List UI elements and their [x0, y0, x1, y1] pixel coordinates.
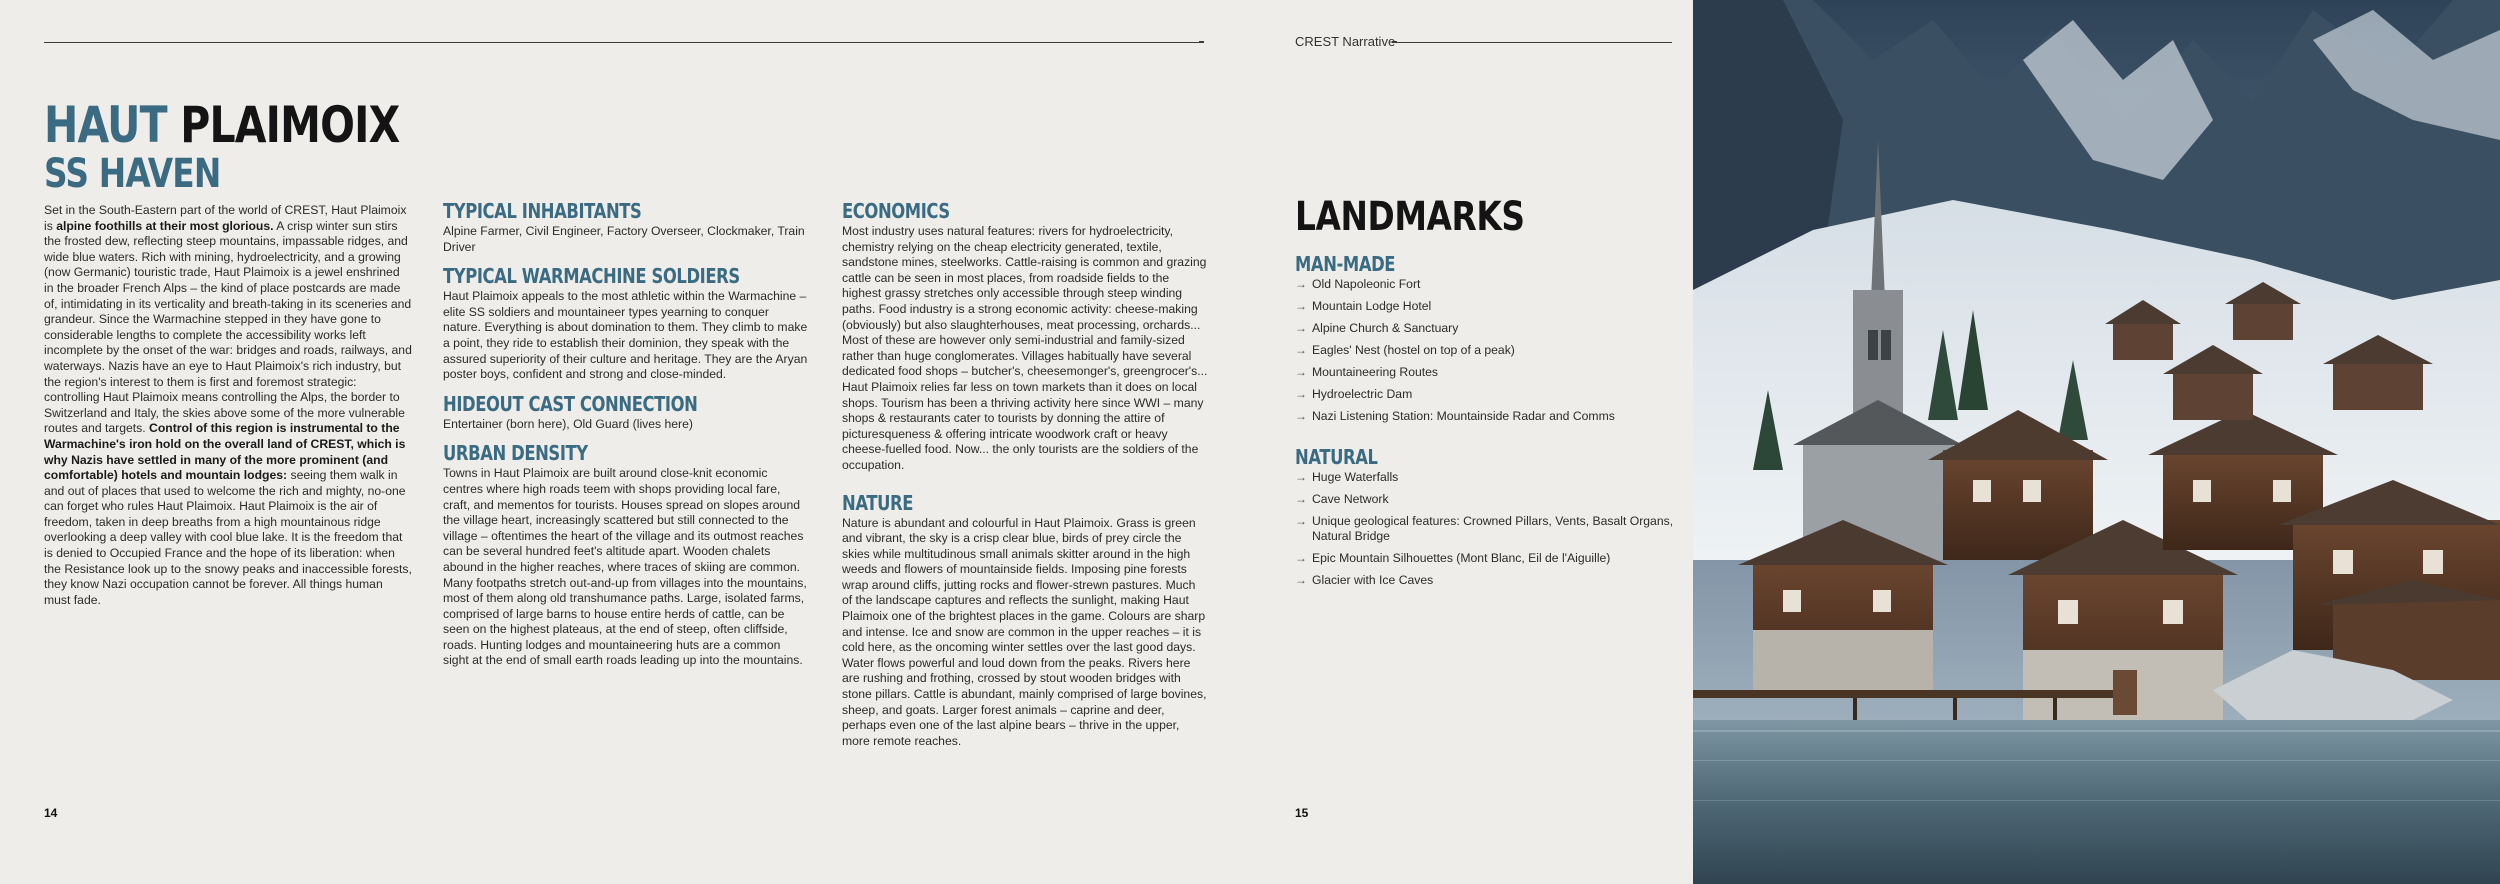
arrow-right-icon: → [1295, 277, 1307, 291]
arrow-right-icon: → [1295, 573, 1307, 587]
list-item-label: Mountaineering Routes [1312, 365, 1439, 379]
header-rule-left [44, 42, 1204, 43]
page-title [44, 96, 400, 154]
intro-text-3: seeing them walk in and out of places that used to welcome the rich and mighty, no-one can forget who rules Haut Plaimoix. Haut Plaimoix is the air of freedom, taken in deep breaths from a high mountainous ridge overlooking a deep valley with cool blue lake. It is the freedom that is denied to Occupied France and the hope of its liberation: when the Resistance look up to the snowy peaks and inaccessible forests, they know Nazi occupation cannot be forever. All things human must fade. [44, 468, 412, 607]
alpine-village-illustration [1693, 0, 2500, 884]
list-item-label: Epic Mountain Silhouettes (Mont Blanc, Eil de l'Aiguille) [1312, 551, 1611, 565]
arrow-right-icon: → [1295, 299, 1307, 313]
running-head: CREST Narrative [1295, 34, 1396, 49]
urban-section [443, 442, 808, 669]
page-subtitle: SS HAVEN [44, 151, 221, 197]
arrow-right-icon: → [1295, 343, 1307, 357]
header-rule-left-cap [1199, 41, 1204, 43]
list-item-label: Cave Network [1312, 492, 1389, 506]
intro-paragraph [44, 203, 412, 608]
middle-column [443, 200, 808, 679]
list-item-label: Glacier with Ice Caves [1312, 573, 1434, 587]
arrow-right-icon: → [1295, 551, 1307, 565]
arrow-right-icon: → [1295, 387, 1307, 401]
intro-text-2: A crisp winter sun stirs the frosted dew, reflecting steep mountains, impassable ridges, and wide blue waters. Rich with mining, hydroelectricity, and a growing (now Germanic) touristic trade, Haut Plaimoix is a jewel enshrined in the broader French Alps – the kind of place postcards are made of, intimidating in its verticality and breath-taking in its sceneries and grandeur. Since the Warmachine stepped in they have gone to considerable lengths to complete the accessibility works left incomplete by the onset of the war: bridges and roads, railways, and waterways. Nazis have an eye to Haut Plaimoix's rich industry, but the region's interest to them is first and foremost strategic: controlling Haut Plaimoix means controlling the Alps, the border to Switzerland and Italy, the skies above some of the more vulnerable routes and targets. [44, 218, 412, 436]
list-item [1295, 299, 1675, 314]
list-item [1295, 409, 1675, 424]
title-block [44, 96, 477, 197]
intro-text-1: Set in the South-Eastern part of the world of CREST, Haut Plaimoix is [44, 203, 407, 233]
list-item-label: Nazi Listening Station: Mountainside Radar and Comms [1312, 409, 1615, 423]
list-item [1295, 387, 1675, 402]
hideout-text: Entertainer (born here), Old Guard (lives here) [443, 416, 693, 431]
lake [1693, 720, 2500, 884]
illustration-svg [1693, 0, 2500, 884]
inhabitants-text: Alpine Farmer, Civil Engineer, Factory Overseer, Clockmaker, Train Driver [443, 224, 805, 254]
hideout-heading: HIDEOUT CAST CONNECTION [443, 391, 698, 416]
urban-text: Towns in Haut Plaimoix are built around close-knit economic centres where high roads teem with shops providing local fare, craft, and mementos for tourists. Houses spread on slopes around the village heart, increasingly scattered but still connected to the village – oftentimes the heart of the village and its outmost reaches can be several hundred feet's altitude apart. Wooden chalets abound in the higher reaches, where traces of skiing are common. Many footpaths stretch out-and-up from villages into the mountains, most of them along old transhumance paths. Large, isolated farms, comprised of large barns to house entire herds of cattle, can be seen on the highest plateaus, at the end of steep, often cliffside, roads. Hunting lodges and mountaineering huts are a common sight at the end of small earth roads leading up into the mountains. [443, 466, 807, 668]
lake-reflection [1693, 800, 2500, 801]
page-title-rest: PLAIMOIX [180, 96, 400, 154]
arrow-right-icon: → [1295, 470, 1307, 484]
arrow-right-icon: → [1295, 321, 1307, 335]
page-number-left: 14 [44, 806, 58, 820]
man-made-section [1295, 253, 1675, 431]
landmarks-title: LANDMARKS [1295, 194, 1525, 240]
inhabitants-heading: TYPICAL INHABITANTS [443, 199, 642, 223]
header-rule-right [1392, 42, 1672, 43]
list-item [1295, 492, 1675, 507]
list-item [1295, 573, 1675, 588]
right-column [842, 200, 1208, 759]
church-window [1868, 330, 1878, 360]
intro-bold-1: alpine foothills at their most glorious. [56, 218, 274, 233]
man-made-list [1295, 277, 1675, 424]
economics-text: Most industry uses natural features: rivers for hydroelectricity, chemistry relying on the cheap electricity generated, textile, sandstone mines, steelworks. Cattle-raising is common and grazing cattle can be seen in most places, from roadside fields to the highest grassy stretches only accessible through steep winding paths. Food industry is a strong economic activity: cheese-making (obviously) but also slaughterhouses, meat processing, orchards... Most of these are however only semi-industrial and family-sized rather than huge conglomerates. Villages habitually have several dedicated food shops – butcher's, cheesemonger's, greengrocer's... Haut Plaimoix relies far less on town markets than it does on local shops. Tourism has been a thriving activity here since WWI – many shops & restaurants cater to tourists by donning the attire of picturesqueness & offering intricate woodwork craft or heavy cheese-fuelled food. Now... the only tourists are the soldiers of the occupation. [842, 224, 1208, 472]
list-item-label: Old Napoleonic Fort [1312, 277, 1421, 291]
page-number-right: 15 [1295, 806, 1309, 820]
economics-heading: ECONOMICS [842, 199, 950, 223]
list-item [1295, 277, 1675, 292]
natural-heading: NATURAL [1295, 445, 1378, 469]
urban-heading: URBAN DENSITY [443, 441, 588, 466]
arrow-right-icon: → [1295, 365, 1307, 379]
list-item-label: Huge Waterfalls [1312, 470, 1399, 484]
list-item [1295, 321, 1675, 336]
soldiers-section [443, 265, 808, 383]
hideout-section [443, 393, 808, 433]
list-item-label: Mountain Lodge Hotel [1312, 299, 1432, 313]
list-item [1295, 343, 1675, 358]
list-item [1295, 551, 1675, 566]
list-item-label: Eagles' Nest (hostel on top of a peak) [1312, 343, 1515, 357]
man-made-heading: MAN-MADE [1295, 252, 1396, 276]
economics-section [842, 200, 1208, 474]
soldiers-text: Haut Plaimoix appeals to the most athletic within the Warmachine – elite SS soldiers and mountaineer types yearning to conquer nature. Everything is about domination to them. They climb to make a point, they ride to establish their dominion, they speak with the assured superiority of their culture and heritage. They are the Aryan poster boys, confident and strong and close-minded. [443, 289, 808, 382]
list-item [1295, 365, 1675, 380]
arrow-right-icon: → [1295, 409, 1307, 423]
list-item-label: Alpine Church & Sanctuary [1312, 321, 1459, 335]
soldiers-heading: TYPICAL WARMACHINE SOLDIERS [443, 264, 740, 289]
nature-text: Nature is abundant and colourful in Haut Plaimoix. Grass is green and vibrant, the sky is a crisp clear blue, birds of prey circle the skies while multitudinous small animals skitter around in the high weeds and flowers of mountainside fields. Imposing pine forests wrap around cliffs, jutting rocks and flower-strewn pastures. Much of the landscape captures and reflects the sunlight, making Haut Plaimoix one of the brightest places in the game. Colours are sharp and intense. Ice and snow are common in the upper reaches – it is cold here, as the oncoming winter settles over the last good days. Water flows powerful and loud down from the peaks. Rivers here are rushing and frothing, crossed by stout wooden bridges with stone pillars. Cattle is abundant, mainly comprised of large bovines, sheep, and goats. Larger forest animals – caprine and deer, perhaps even one of the last alpine bears – thrive in the upper, more remote reaches. [842, 515, 1207, 748]
list-item [1295, 470, 1675, 485]
nature-heading: NATURE [842, 490, 914, 515]
list-item [1295, 514, 1675, 544]
list-item-label: Unique geological features: Crowned Pillars, Vents, Basalt Organs, Natural Bridge [1312, 514, 1674, 543]
lake-reflection [1693, 730, 2500, 732]
church-window [1881, 330, 1891, 360]
natural-section [1295, 446, 1675, 595]
wooden-dock [1693, 690, 2113, 698]
lake-reflection [1693, 760, 2500, 761]
arrow-right-icon: → [1295, 514, 1307, 528]
natural-list [1295, 470, 1675, 588]
list-item-label: Hydroelectric Dam [1312, 387, 1413, 401]
intro-bold-2: Control of this region is instrumental to the Warmachine's iron hold on the overall land of CREST, which is why Nazis have settled in many of the more prominent (and comfortable) hotels and mountain lodges: [44, 421, 406, 483]
inhabitants-section [443, 200, 808, 255]
intro-column [44, 203, 412, 608]
nature-section [842, 492, 1208, 750]
arrow-right-icon: → [1295, 492, 1307, 506]
page-title-accent: HAUT [44, 96, 167, 154]
